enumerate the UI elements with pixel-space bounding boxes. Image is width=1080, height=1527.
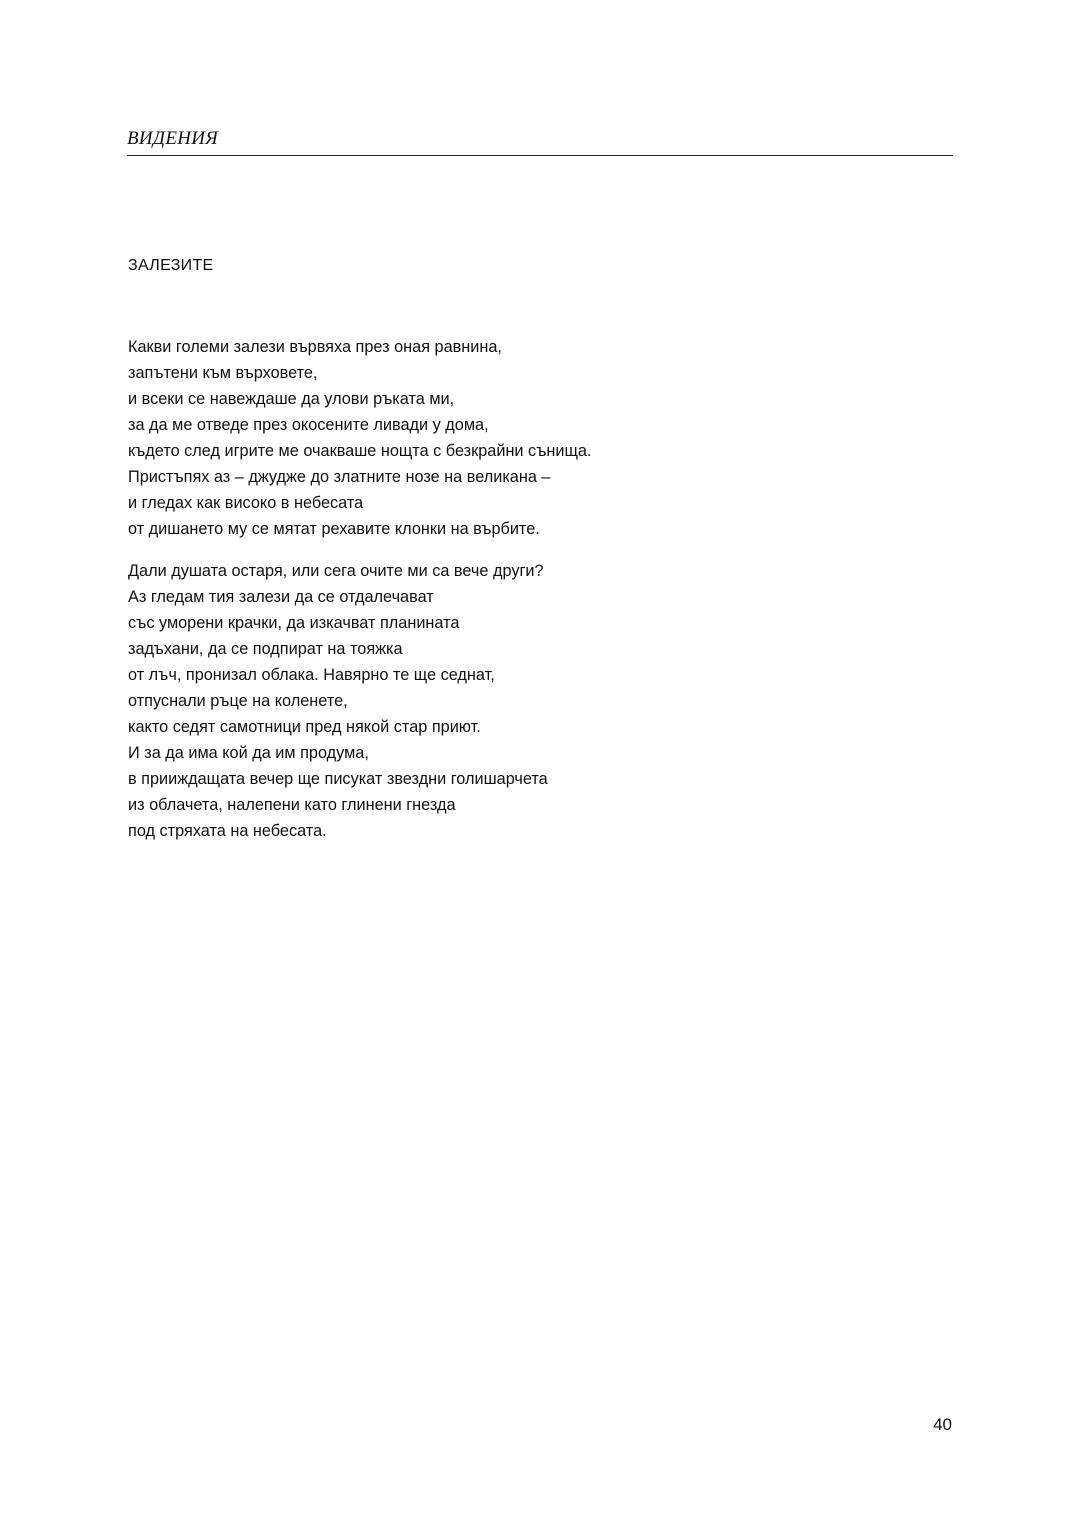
poem-line: Какви големи залези вървяха през оная равнина, [128, 338, 502, 356]
poem-line: запътени към върховете, [128, 364, 318, 382]
poem-line: от лъч, пронизал облака. Навярно те ще седнат, [128, 666, 495, 684]
poem-line: в прииждащата вечер ще писукат звездни голишарчета [128, 770, 548, 788]
poem-line: Пристъпях аз – джудже до златните нозе на великана – [128, 468, 551, 486]
poem-title: ЗАЛЕЗИТЕ [128, 257, 214, 274]
poem-line: както седят самотници пред някой стар приют. [128, 718, 481, 736]
stanza-2 [128, 558, 548, 844]
poem-line: със уморени крачки, да изкачват планината [128, 614, 460, 632]
poem-line: където след игрите ме очакваше нощта с безкрайни сънища. [128, 442, 592, 460]
poem-line: Аз гледам тия залези да се отдалечават [128, 588, 434, 606]
poem-line: за да ме отведе през окосените ливади у дома, [128, 416, 489, 434]
poem-line: под стряхата на небесата. [128, 822, 327, 840]
poem-line: от дишането му се мятат рехавите клонки на върбите. [128, 520, 540, 538]
page-number: 40 [933, 1415, 952, 1434]
poem-line: из облачета, налепени като глинени гнезда [128, 796, 456, 814]
running-header-title: ВИДЕНИЯ [127, 128, 219, 149]
poem-line: отпуснали ръце на коленете, [128, 692, 348, 710]
poem-line: и гледах как високо в небесата [128, 494, 364, 512]
stanza-1 [128, 334, 591, 542]
running-header [127, 127, 953, 156]
poem-line: И за да има кой да им продума, [128, 744, 369, 762]
poem-line: задъхани, да се подпират на тояжка [128, 640, 403, 658]
poem-line: Дали душата остаря, или сега очите ми са вече други? [128, 562, 544, 580]
poem-line: и всеки се навеждаше да улови ръката ми, [128, 390, 455, 408]
